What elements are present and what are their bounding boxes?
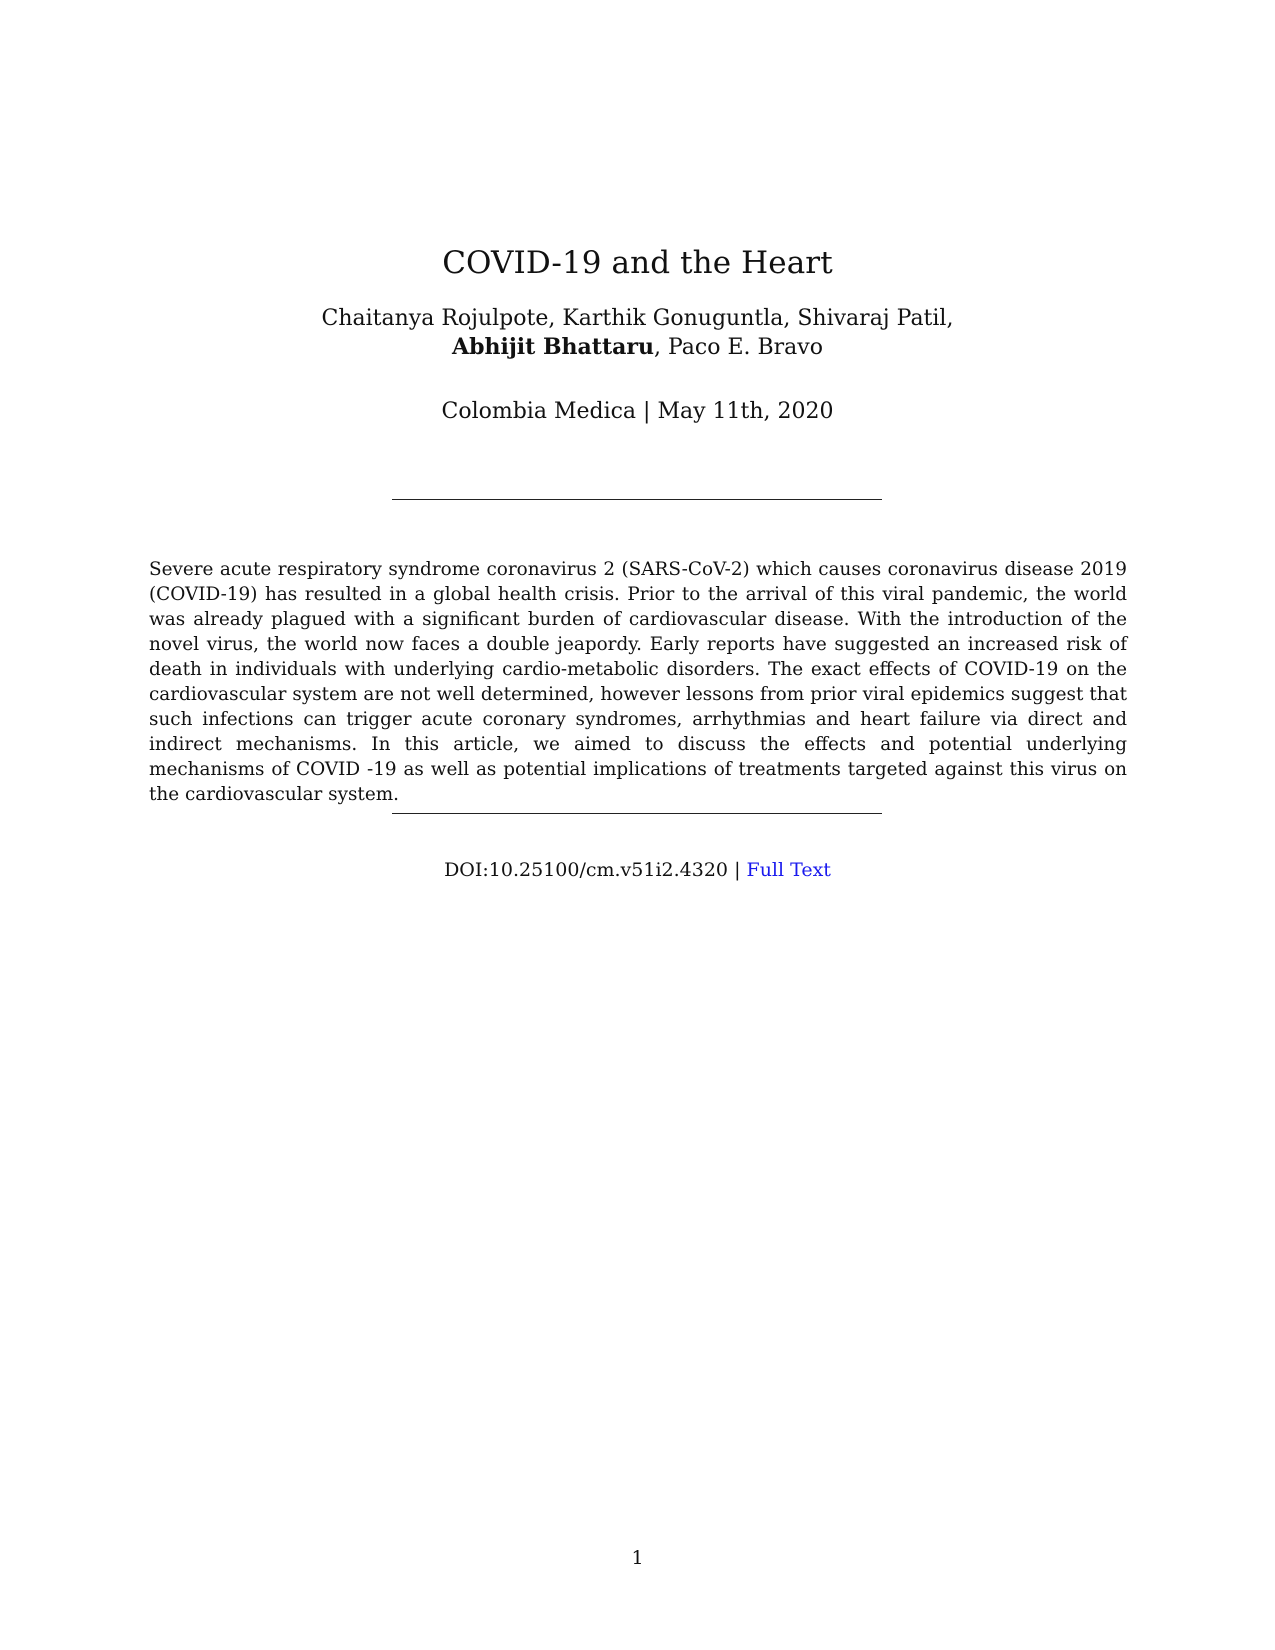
- highlighted-author: Abhijit Bhattaru: [452, 334, 654, 360]
- doi-line: [0, 857, 1275, 883]
- doi-text: DOI:10.25100/cm.v51i2.4320: [444, 859, 729, 881]
- doi-separator: |: [728, 859, 747, 881]
- full-text-link[interactable]: Full Text: [746, 859, 831, 881]
- author-line-1: Chaitanya Rojulpote, Karthik Gonuguntla, Shivaraj Patil,: [321, 306, 954, 331]
- divider-bottom: [392, 813, 882, 814]
- page-number: 1: [631, 1547, 644, 1569]
- abstract-text: Severe acute respiratory syndrome coronavirus 2 (SARS-CoV-2) which causes coronavirus disease 2019 (COVID-19) has resulted in a global health crisis. Prior to the arrival of this viral pandemic, the world was already plagued with a significant burden of cardiovascular disease. With the introduction of the novel virus, the world now faces a double jeapordy. Early reports have suggested an increased risk of death in individuals with underlying cardio-metabolic disorders. The exact effects of COVID-19 on the cardiovascular system are not well determined, however lessons from prior viral epidemics suggest that such infections can trigger acute coronary syndromes, arrhythmias and heart failure via direct and indirect mechanisms. In this article, we aimed to discuss the effects and potential underlying mechanisms of COVID -19 as well as potential implications of treatments targeted against this virus on the cardiovascular system.: [149, 559, 1127, 805]
- paper-title: COVID-19 and the Heart: [442, 244, 833, 281]
- author-line-2-rest: , Paco E. Bravo: [653, 335, 823, 360]
- venue-date: Colombia Medica | May 11th, 2020: [441, 399, 834, 424]
- author-list: [0, 305, 1275, 362]
- author-line-2: [0, 333, 1275, 362]
- divider-top: [392, 499, 882, 500]
